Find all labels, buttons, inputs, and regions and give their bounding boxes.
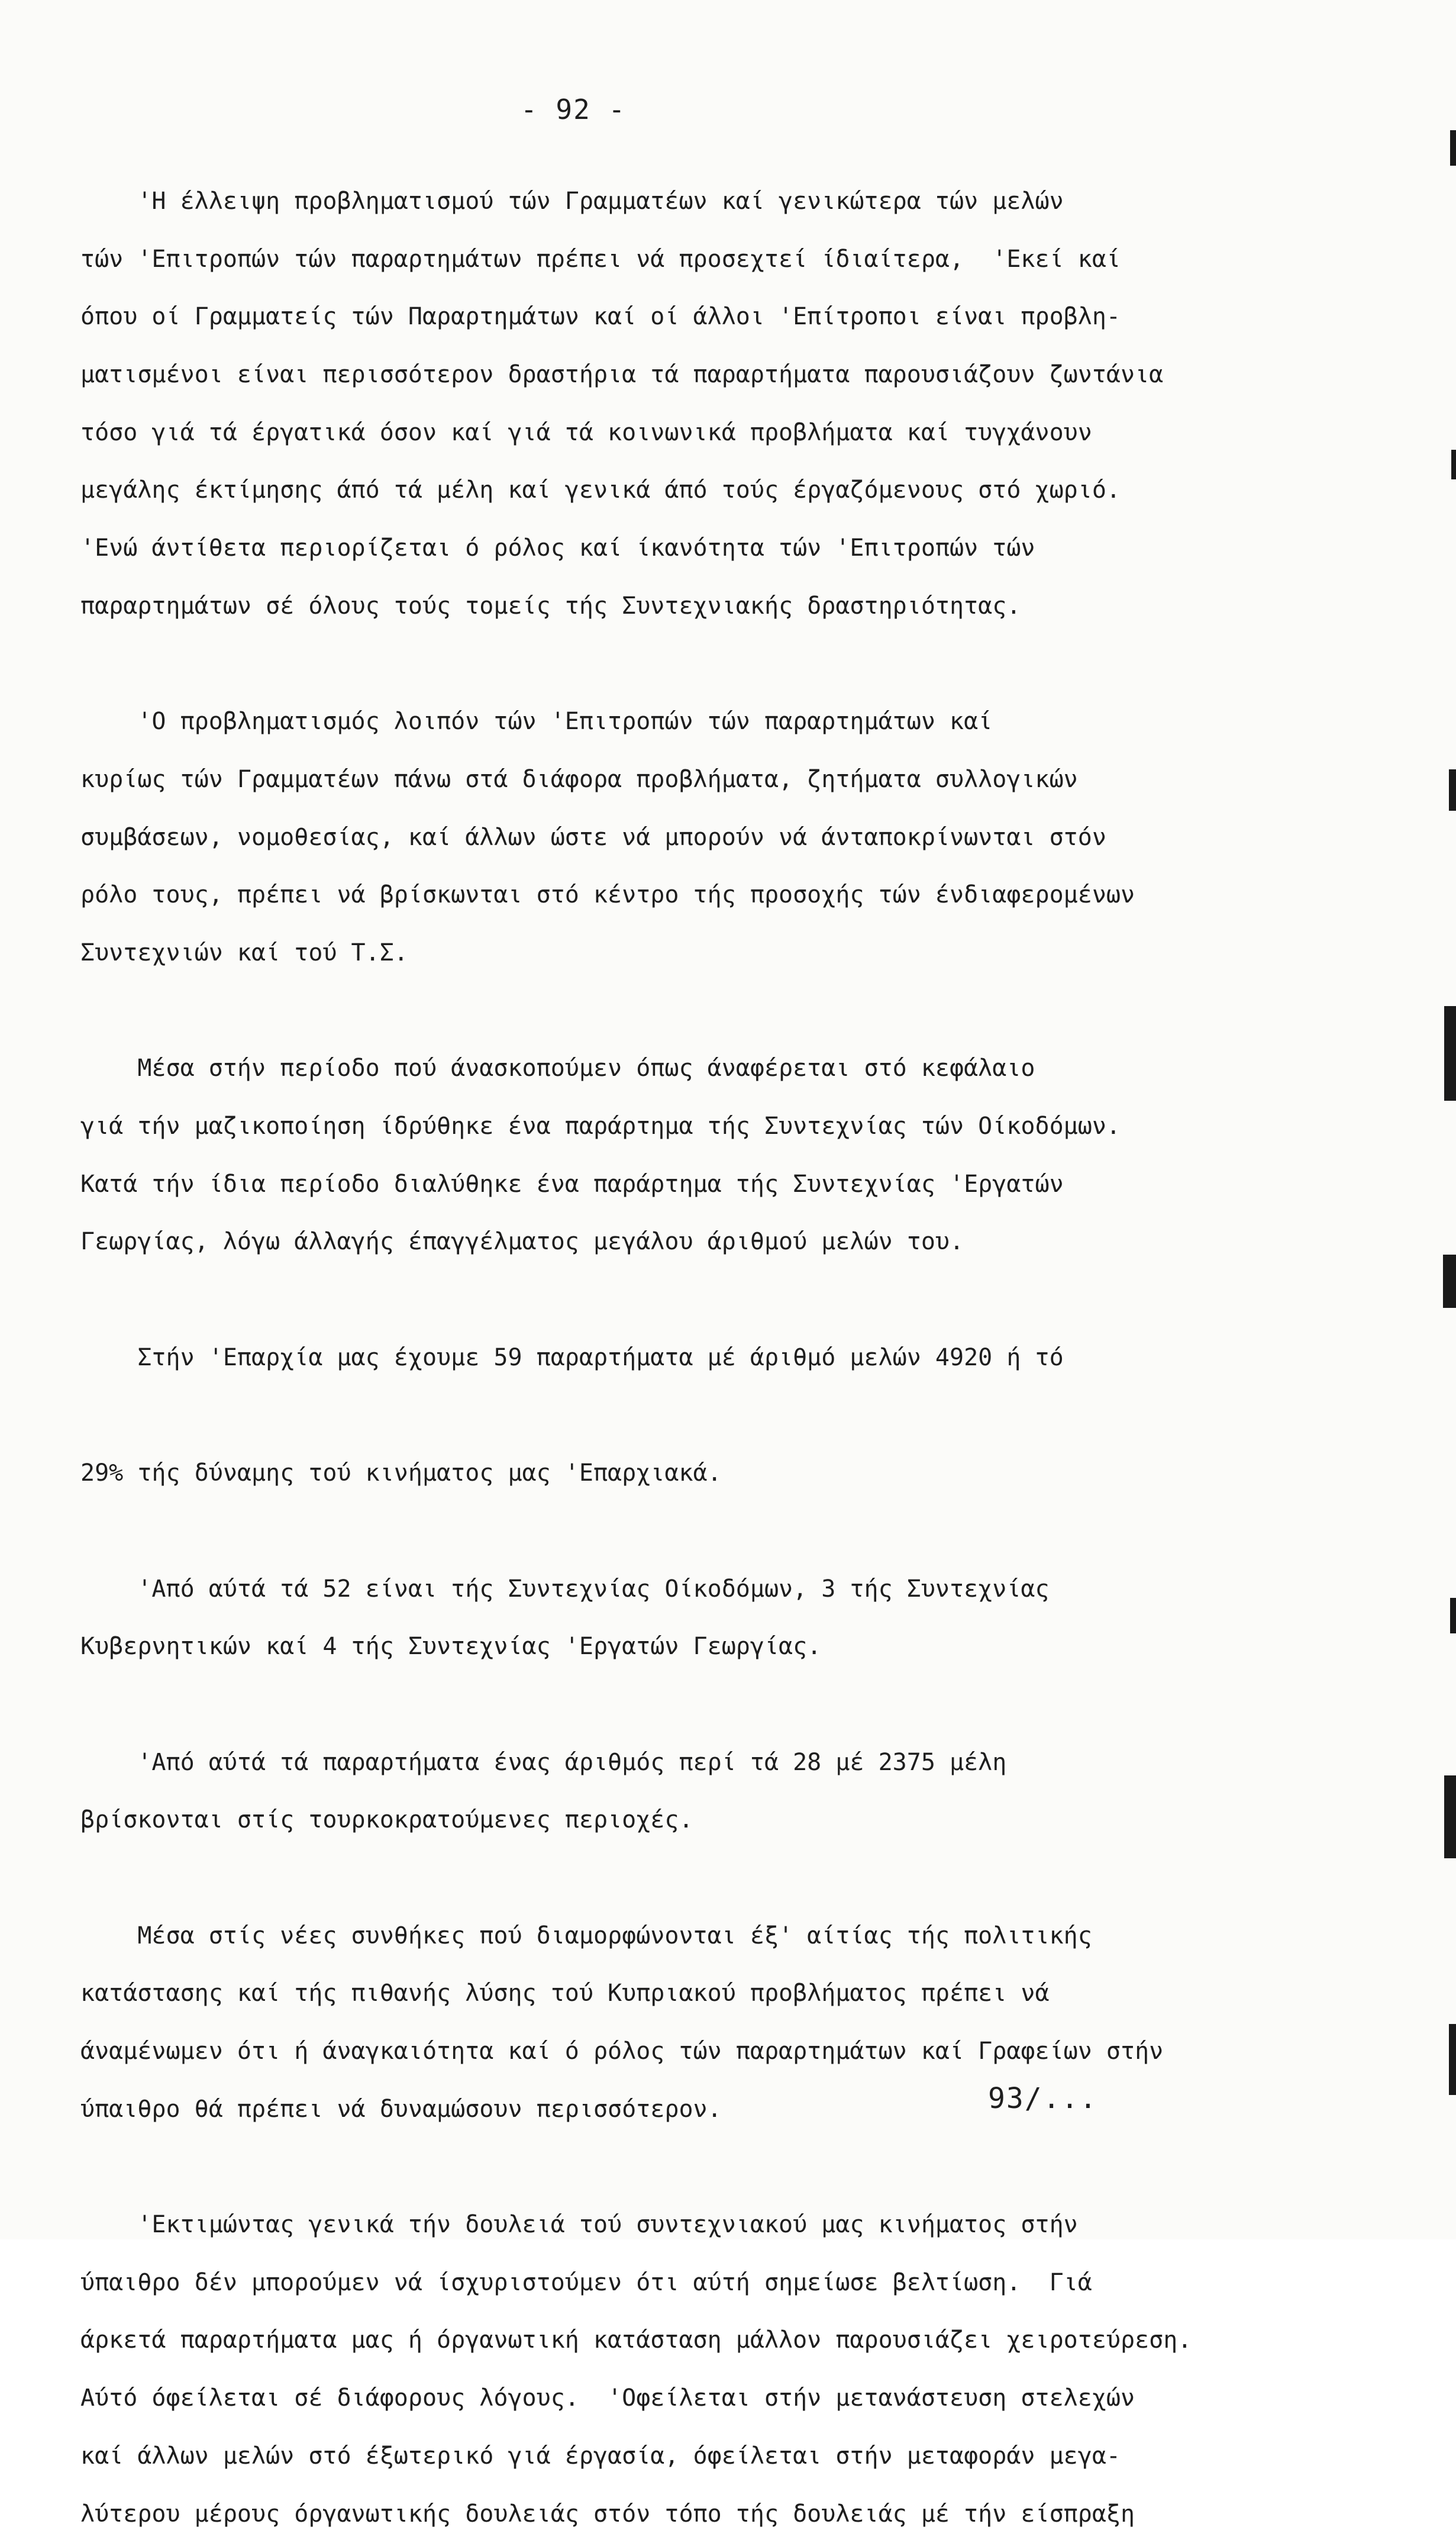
- text-line: 29% τής δύναμης τού κινήματος μας 'Επαρχιακά.: [80, 1445, 1352, 1503]
- text-line: ύπαιθρο δέν μπορούμεν νά ίσχυριστούμεν ότι αύτή σημείωσε βελτίωση. Γιά: [80, 2254, 1352, 2312]
- text-line: ύπαιθρο θά πρέπει νά δυναμώσουν περισσότερον.: [80, 2081, 1352, 2139]
- scan-edge-mark: [1443, 1255, 1456, 1308]
- text-line: 'Ενώ άντίθετα περιορίζεται ό ρόλος καί ίκανότητα τών 'Επιτροπών τών: [80, 520, 1352, 578]
- body-text: [80, 173, 1352, 2543]
- text-line: άναμένωμεν ότι ή άναγκαιότητα καί ό ρόλος τών παραρτημάτων καί Γραφείων στήν: [80, 2023, 1352, 2081]
- text-line: βρίσκονται στίς τουρκοκρατούμενες περιοχές.: [80, 1791, 1352, 1849]
- text-line: [80, 1387, 1352, 1445]
- text-line: Κυβερνητικών καί 4 τής Συντεχνίας 'Εργατών Γεωργίας.: [80, 1618, 1352, 1676]
- text-line: όπου οί Γραμματείς τών Παραρτημάτων καί οί άλλοι 'Επίτροποι είναι προβλη-: [80, 288, 1352, 346]
- text-line: 'Ο προβληματισμός λοιπόν τών 'Επιτροπών τών παραρτημάτων καί: [80, 693, 1352, 751]
- text-line: Συντεχνιών καί τού Τ.Σ.: [80, 924, 1352, 982]
- text-line: καί άλλων μελών στό έξωτερικό γιά έργασία, όφείλεται στήν μεταφοράν μεγα-: [80, 2428, 1352, 2486]
- text-line: [80, 1676, 1352, 1734]
- scan-edge-mark: [1449, 2024, 1456, 2095]
- text-line: Γεωργίας, λόγω άλλαγής έπαγγέλματος μεγάλου άριθμού μελών του.: [80, 1213, 1352, 1271]
- text-line: 'Εκτιμώντας γενικά τήν δουλειά τού συντεχνιακού μας κινήματος στήν: [80, 2196, 1352, 2254]
- scan-edge-mark: [1449, 769, 1456, 811]
- page-number: - 92 -: [521, 94, 626, 125]
- text-line: Μέσα στήν περίοδο πού άνασκοπούμεν όπως άναφέρεται στό κεφάλαιο: [80, 1040, 1352, 1098]
- text-line: παραρτημάτων σέ όλους τούς τομείς τής Συντεχνιακής δραστηριότητας.: [80, 578, 1352, 636]
- text-line: [80, 1849, 1352, 1907]
- scan-edge-mark: [1451, 450, 1456, 479]
- text-line: Κατά τήν ίδια περίοδο διαλύθηκε ένα παράρτημα τής Συντεχνίας 'Εργατών: [80, 1156, 1352, 1214]
- text-line: λύτερου μέρους όργανωτικής δουλειάς στόν τόπο τής δουλειάς μέ τήν είσπραξη: [80, 2486, 1352, 2543]
- scan-edge-mark: [1444, 1775, 1456, 1858]
- text-line: [80, 2138, 1352, 2196]
- text-line: [80, 636, 1352, 694]
- scan-edge-mark: [1450, 1598, 1456, 1633]
- text-line: [80, 982, 1352, 1040]
- text-line: γιά τήν μαζικοποίηση ίδρύθηκε ένα παράρτημα τής Συντεχνίας τών Οίκοδόμων.: [80, 1098, 1352, 1156]
- scan-edge-mark: [1450, 130, 1456, 166]
- text-line: μεγάλης έκτίμησης άπό τά μέλη καί γενικά άπό τούς έργαζόμενους στό χωριό.: [80, 462, 1352, 520]
- text-line: Μέσα στίς νέες συνθήκες πού διαμορφώνονται έξ' αίτίας τής πολιτικής: [80, 1907, 1352, 1965]
- continuation-marker: 93/...: [988, 2082, 1097, 2115]
- text-line: Στήν 'Επαρχία μας έχουμε 59 παραρτήματα μέ άριθμό μελών 4920 ή τό: [80, 1329, 1352, 1387]
- text-line: συμβάσεων, νομοθεσίας, καί άλλων ώστε νά μπορούν νά άνταποκρίνωνται στόν: [80, 809, 1352, 867]
- text-line: τών 'Επιτροπών τών παραρτημάτων πρέπει νά προσεχτεί ίδιαίτερα, 'Εκεί καί: [80, 231, 1352, 289]
- text-line: κατάστασης καί τής πιθανής λύσης τού Κυπριακού προβλήματος πρέπει νά: [80, 1965, 1352, 2023]
- text-line: τόσο γιά τά έργατικά όσον καί γιά τά κοινωνικά προβλήματα καί τυγχάνουν: [80, 404, 1352, 462]
- text-line: [80, 1271, 1352, 1329]
- text-line: κυρίως τών Γραμματέων πάνω στά διάφορα προβλήματα, ζητήματα συλλογικών: [80, 751, 1352, 809]
- text-line: άρκετά παραρτήματα μας ή όργανωτική κατάσταση μάλλον παρουσιάζει χειροτεύρεση.: [80, 2312, 1352, 2370]
- text-line: ματισμένοι είναι περισσότερον δραστήρια τά παραρτήματα παρουσιάζουν ζωντάνια: [80, 346, 1352, 404]
- text-line: Αύτό όφείλεται σέ διάφορους λόγους. 'Οφείλεται στήν μετανάστευση στελεχών: [80, 2370, 1352, 2428]
- text-line: 'Από αύτά τά παραρτήματα ένας άριθμός περί τά 28 μέ 2375 μέλη: [80, 1734, 1352, 1792]
- text-line: 'Από αύτά τά 52 είναι τής Συντεχνίας Οίκοδόμων, 3 τής Συντεχνίας: [80, 1561, 1352, 1619]
- text-line: 'Η έλλειψη προβληματισμού τών Γραμματέων καί γενικώτερα τών μελών: [80, 173, 1352, 231]
- text-line: ρόλο τους, πρέπει νά βρίσκωνται στό κέντρο τής προσοχής τών ένδιαφερομένων: [80, 866, 1352, 924]
- scan-edge-mark: [1444, 1006, 1456, 1101]
- text-line: [80, 1503, 1352, 1561]
